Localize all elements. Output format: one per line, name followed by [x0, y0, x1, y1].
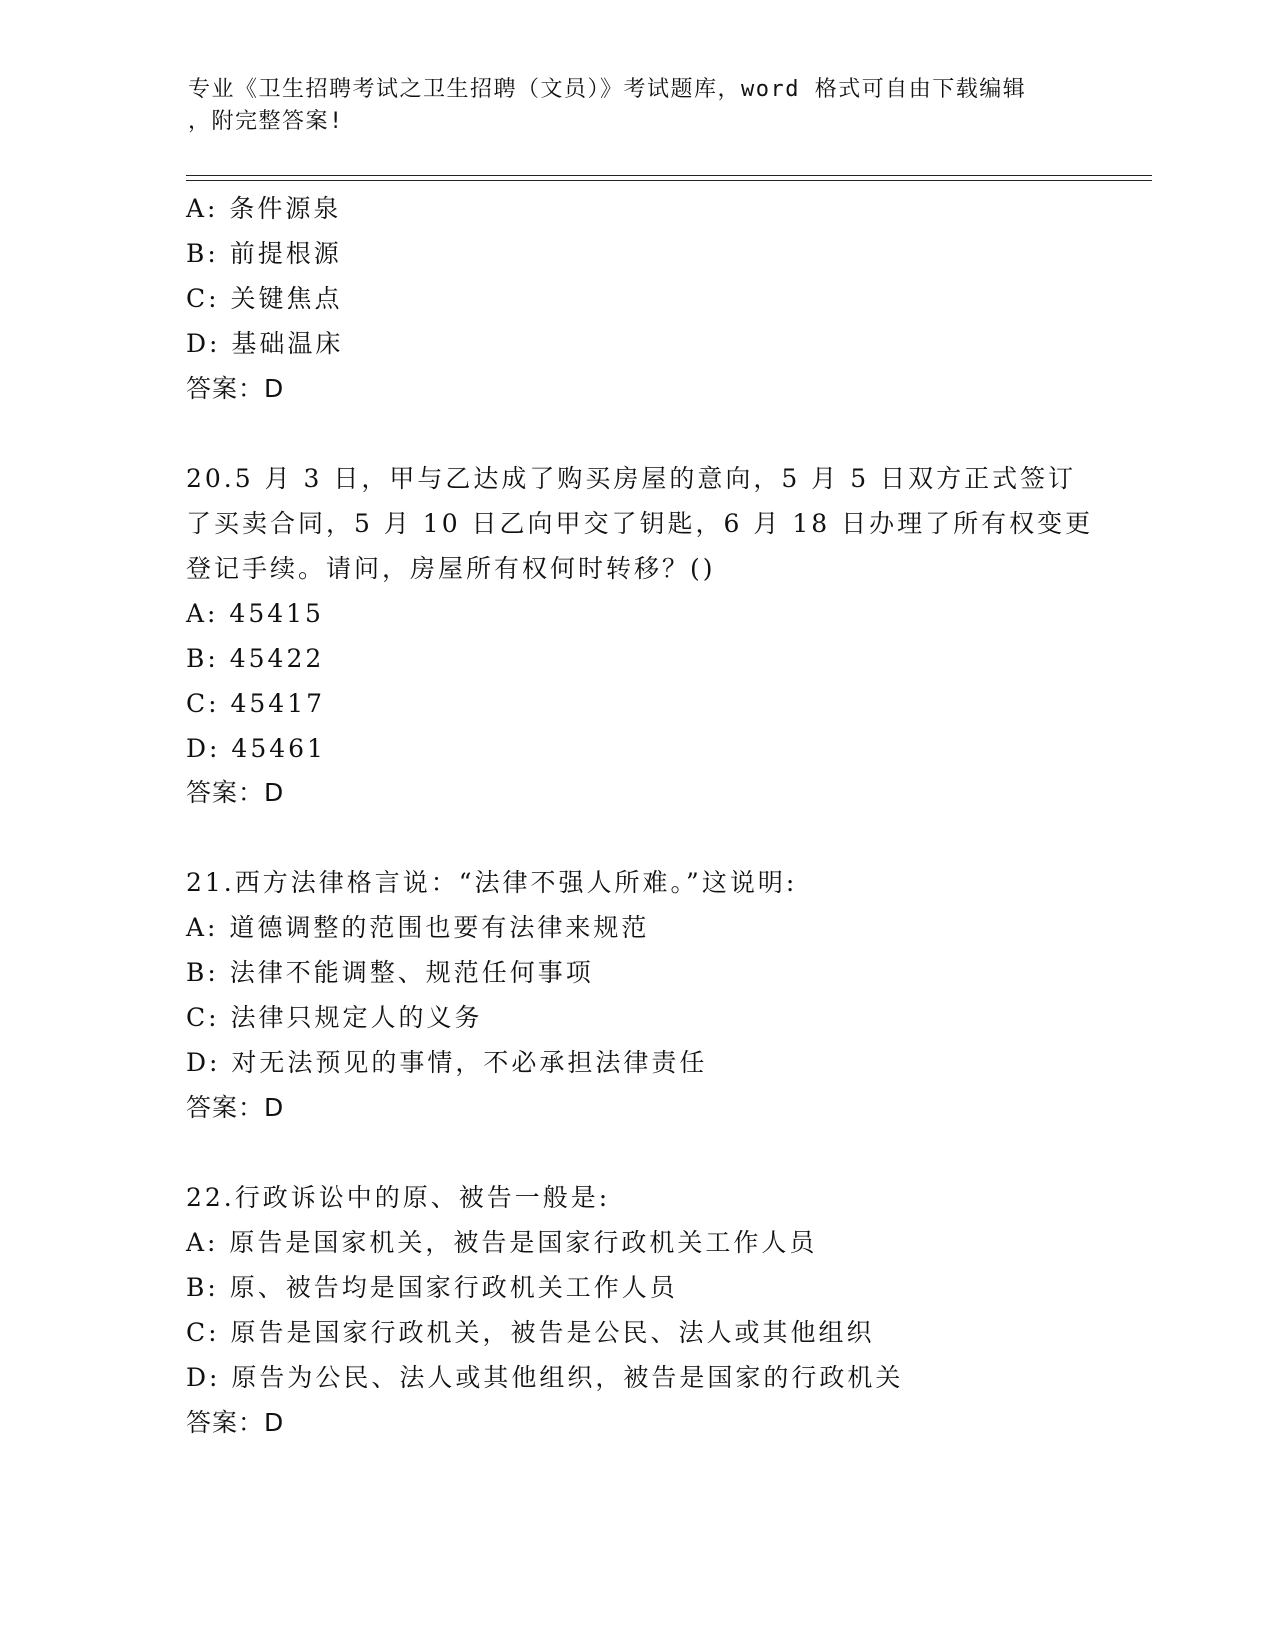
question-21-stem: 21.西方法律格言说：“法律不强人所难。”这说明: [186, 868, 798, 897]
question-20-option-b: B: 45422 [186, 644, 325, 673]
question-22-answer: 答案：D [186, 1408, 285, 1437]
question-21-answer: 答案：D [186, 1093, 285, 1122]
option-c: C: 关键焦点 [186, 284, 343, 313]
header-divider-bottom [186, 180, 1152, 181]
question-20-answer: 答案：D [186, 778, 285, 807]
question-22-option-b: B: 原、被告均是国家行政机关工作人员 [186, 1273, 678, 1302]
question-21-option-b: B: 法律不能调整、规范任何事项 [186, 958, 594, 987]
question-20-option-d: D: 45461 [186, 734, 326, 763]
option-a: A: 条件源泉 [186, 194, 342, 223]
question-21-option-d: D: 对无法预见的事情，不必承担法律责任 [186, 1048, 708, 1077]
question-21-option-c: C: 法律只规定人的义务 [186, 1003, 483, 1032]
header-divider-top [186, 175, 1152, 176]
question-20-stem-line-1: 20.5 月 3 日，甲与乙达成了购买房屋的意向，5 月 5 日双方正式签订 [186, 464, 1077, 493]
question-20-stem-line-3: 登记手续。请问，房屋所有权何时转移？() [186, 554, 716, 583]
answer-label: 答案：D [186, 374, 285, 403]
question-22-option-a: A: 原告是国家机关，被告是国家行政机关工作人员 [186, 1228, 818, 1257]
header-line-2: ，附完整答案! [188, 109, 344, 134]
header-line-1: 专业《卫生招聘考试之卫生招聘（文员）》考试题库，word 格式可自由下载编辑 [188, 77, 1027, 102]
option-d: D: 基础温床 [186, 329, 344, 358]
question-20-option-c: C: 45417 [186, 689, 326, 718]
option-b: B: 前提根源 [186, 239, 342, 268]
question-20-stem-line-2: 了买卖合同，5 月 10 日乙向甲交了钥匙，6 月 18 日办理了所有权变更 [186, 509, 1094, 538]
question-22-option-d: D: 原告为公民、法人或其他组织，被告是国家的行政机关 [186, 1363, 904, 1392]
question-20-option-a: A: 45415 [186, 599, 324, 628]
document-header [188, 74, 1068, 138]
question-22-stem: 22.行政诉讼中的原、被告一般是: [186, 1183, 611, 1212]
question-22-option-c: C: 原告是国家行政机关，被告是公民、法人或其他组织 [186, 1318, 875, 1347]
question-21-option-a: A: 道德调整的范围也要有法律来规范 [186, 913, 650, 942]
